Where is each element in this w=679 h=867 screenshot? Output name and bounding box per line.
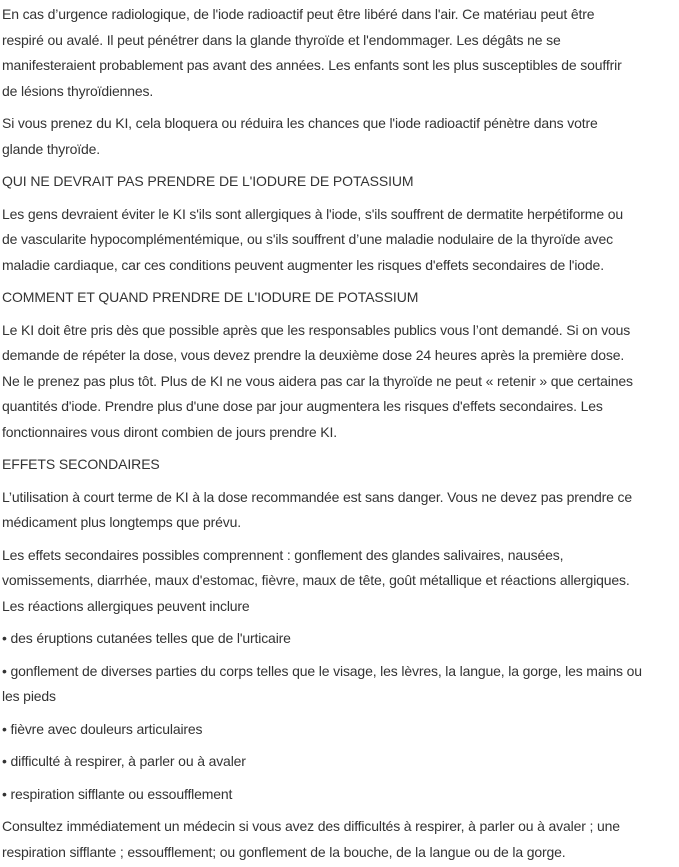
bullet-item bbox=[2, 659, 678, 710]
text-line: vomissements, diarrhée, maux d'estomac, fièvre, maux de tête, goût métallique et réactions allergiques. bbox=[2, 572, 630, 588]
paragraph bbox=[2, 485, 678, 536]
text-line: manifesteraient probablement pas avant des années. Les enfants sont les plus susceptibles de souffrir bbox=[2, 57, 622, 73]
text-line: • des éruptions cutanées telles que de l'urticaire bbox=[2, 630, 291, 646]
paragraph bbox=[2, 318, 678, 446]
text-line: • respiration sifflante ou essoufflement bbox=[2, 785, 233, 802]
text-line: COMMENT ET QUAND PRENDRE DE L'IODURE DE POTASSIUM bbox=[2, 289, 419, 305]
text-line: Le KI doit être pris dès que possible après que les responsables publics vous l’ont demandé. Si on vous bbox=[2, 321, 631, 338]
text-line: Si vous prenez du KI, cela bloquera ou réduira les chances que l'iode radioactif pénètre dans votre bbox=[2, 115, 598, 131]
text-line: respiré ou avalé. Il peut pénétrer dans la glande thyroïde et l'endommager. Les dégâts ne se bbox=[2, 31, 561, 48]
bullet-item bbox=[2, 782, 678, 808]
paragraph bbox=[2, 543, 678, 620]
bullet-item bbox=[2, 626, 678, 652]
text-line: fonctionnaires vous diront combien de jours prendre KI. bbox=[2, 423, 337, 440]
text-line: • gonflement de diverses parties du corps telles que le visage, les lèvres, la langue, la gorge, les mains ou bbox=[2, 662, 642, 679]
text-line: • fièvre avec douleurs articulaires bbox=[2, 720, 203, 737]
section-heading bbox=[2, 285, 678, 311]
text-line: maladie cardiaque, car ces conditions peuvent augmenter les risques d'effets secondaires de l'iode. bbox=[2, 256, 604, 273]
text-line: les pieds bbox=[2, 688, 56, 704]
bullet-item bbox=[2, 717, 678, 743]
text-line: Les effets secondaires possibles comprennent : gonflement des glandes salivaires, nausées, bbox=[2, 546, 564, 563]
text-line: QUI NE DEVRAIT PAS PRENDRE DE L'IODURE DE POTASSIUM bbox=[2, 173, 414, 189]
text-line: Les réactions allergiques peuvent inclure bbox=[2, 597, 250, 614]
text-line: quantités d'iode. Prendre plus d'une dose par jour augmentera les risques d'effets secondaires. Les bbox=[2, 398, 603, 414]
bullet-item bbox=[2, 749, 678, 775]
text-line: Les gens devraient éviter le KI s'ils sont allergiques à l'iode, s'ils souffrent de dermatite herpétiforme ou bbox=[2, 205, 623, 222]
text-line: de vascularite hypocomplémentémique, ou s'ils souffrent d’une maladie nodulaire de la thyroïde avec bbox=[2, 231, 613, 247]
paragraph bbox=[2, 111, 678, 162]
text-line: Consultez immédiatement un médecin si vous avez des difficultés à respirer, à parler ou à avaler ; une bbox=[2, 818, 620, 834]
text-line: de lésions thyroïdiennes. bbox=[2, 82, 154, 99]
paragraph bbox=[2, 2, 678, 104]
paragraph bbox=[2, 814, 678, 865]
text-line: demande de répéter la dose, vous devez prendre la deuxième dose 24 heures après la première dose. bbox=[2, 347, 625, 363]
text-line: EFFETS SECONDAIRES bbox=[2, 456, 160, 472]
section-heading bbox=[2, 452, 678, 478]
paragraph bbox=[2, 202, 678, 279]
section-heading bbox=[2, 169, 678, 195]
text-line: médicament plus longtemps que prévu. bbox=[2, 514, 241, 530]
text-line: L’utilisation à court terme de KI à la dose recommandée est sans danger. Vous ne devez pas prendre ce bbox=[2, 488, 633, 505]
text-line: En cas d’urgence radiologique, de l'iode radioactif peut être libéré dans l'air. Ce matériau peut être bbox=[2, 6, 595, 22]
text-line: • difficulté à respirer, à parler ou à avaler bbox=[2, 753, 246, 769]
text-line: Ne le prenez pas plus tôt. Plus de KI ne vous aidera pas car la thyroïde ne peut « retenir » que certaines bbox=[2, 372, 633, 389]
text-line: glande thyroïde. bbox=[2, 140, 101, 157]
text-line: respiration sifflante ; essoufflement; ou gonflement de la bouche, de la langue ou de la gorge. bbox=[2, 843, 566, 860]
